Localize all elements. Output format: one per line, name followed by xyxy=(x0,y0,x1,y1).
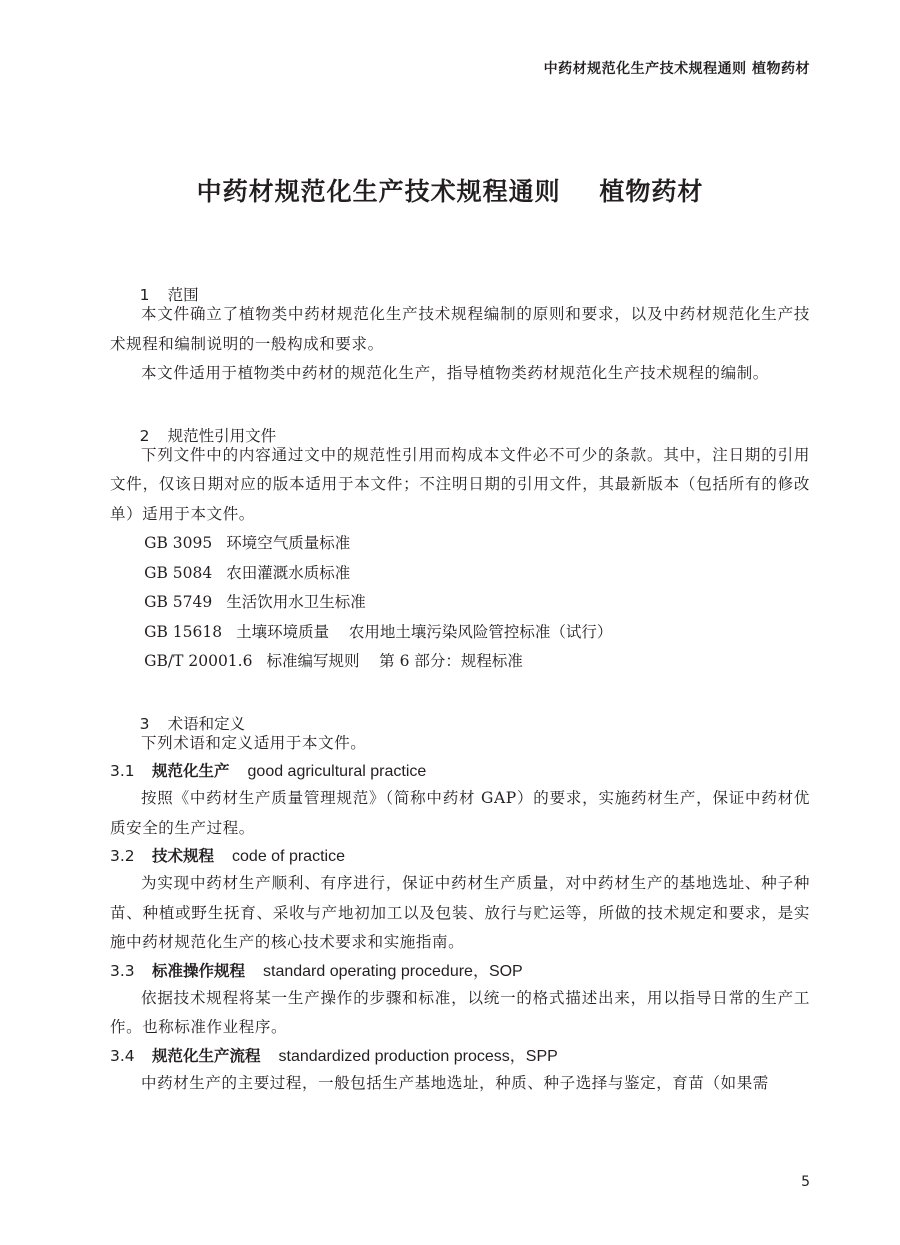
reference-code: GB 3095 xyxy=(144,534,213,552)
reference-code: GB 15618 xyxy=(144,622,223,641)
paragraph: 本文件确立了植物类中药材规范化生产技术规程编制的原则和要求，以及中药材规范化生产技术规程和编制说明的一般构成和要求。 xyxy=(110,305,810,353)
term-zh: 标准操作规程 xyxy=(152,961,246,980)
page-number: 5 xyxy=(801,1174,810,1190)
reference-item xyxy=(110,647,810,677)
section-heading-normative-references xyxy=(110,403,810,445)
running-head: 中药材规范化生产技术规程通则 植物药材 xyxy=(543,61,810,77)
term-heading xyxy=(110,758,810,784)
reference-name: 农田灌溉水质标准 xyxy=(226,563,351,582)
document-title: 中药材规范化生产技术规程通则 植物药材 xyxy=(196,177,704,206)
reference-code: GB 5084 xyxy=(144,563,213,582)
paragraph: 下列文件中的内容通过文中的规范性引用而构成本文件必不可少的条款。其中，注日期的引用文件，仅该日期对应的版本适用于本文件；不注明日期的引用文件，其最新版本（包括所有的修改单）适用于本文件。 xyxy=(110,445,810,523)
term-number: 3.3 xyxy=(110,961,135,980)
section-number: 2 xyxy=(139,426,150,445)
term-zh: 规范化生产 xyxy=(152,762,230,780)
term-zh: 技术规程 xyxy=(152,847,215,865)
section-heading-scope xyxy=(110,262,810,304)
term-definition: 按照《中药材生产质量管理规范》（简称中药材 GAP）的要求，实施药材生产，保证中药材优质安全的生产过程。 xyxy=(110,789,810,837)
term-definition: 为实现中药材生产顺利、有序进行，保证中药材生产质量，对中药材生产的基地选址、种子种苗、种植或野生抚育、采收与产地初加工以及包装、放行与贮运等，所做的技术规定和要求，是实施中药材规范化生产的核心技术要求和实施指南。 xyxy=(110,874,810,951)
term-number: 3.4 xyxy=(110,1046,135,1065)
reference-name: 环境空气质量标准 xyxy=(226,534,351,552)
section-title: 规范性引用文件 xyxy=(167,426,277,445)
reference-code: GB/T 20001.6 xyxy=(144,652,253,670)
reference-item xyxy=(110,529,810,559)
reference-item xyxy=(110,559,810,589)
term-definition: 依据技术规程将某一生产操作的步骤和标准，以统一的格式描述出来，用以指导日常的生产工作。也称标准作业程序。 xyxy=(110,988,810,1036)
term-en: standardized production process，SPP xyxy=(278,1047,558,1065)
term-heading xyxy=(110,958,810,984)
reference-name: 生活饮用水卫生标准 xyxy=(226,593,366,611)
term-en: code of practice xyxy=(232,848,345,865)
term-heading xyxy=(110,843,810,869)
reference-item xyxy=(110,618,810,648)
reference-name: 标准编写规则 第 6 部分：规程标准 xyxy=(266,652,523,670)
section-number: 1 xyxy=(139,286,150,304)
term-en: standard operating procedure，SOP xyxy=(263,962,523,980)
reference-item xyxy=(110,588,810,618)
term-number: 3.1 xyxy=(110,762,135,780)
reference-name: 土壤环境质量 农用地土壤污染风险管控标准（试行） xyxy=(236,622,613,641)
section-heading-terms-and-definitions xyxy=(110,691,810,733)
paragraph: 本文件适用于植物类中药材的规范化生产，指导植物类药材规范化生产技术规程的编制。 xyxy=(141,364,769,382)
reference-code: GB 5749 xyxy=(144,593,213,611)
term-definition: 中药材生产的主要过程，一般包括生产基地选址，种质、种子选择与鉴定，育苗（如果需 xyxy=(141,1073,769,1092)
term-heading xyxy=(110,1043,810,1069)
section-title: 术语和定义 xyxy=(167,714,246,733)
term-en: good agricultural practice xyxy=(247,763,427,780)
section-title: 范围 xyxy=(167,286,199,304)
section-number: 3 xyxy=(139,714,150,733)
term-zh: 规范化生产流程 xyxy=(152,1046,261,1065)
term-number: 3.2 xyxy=(110,847,135,865)
paragraph: 下列术语和定义适用于本文件。 xyxy=(141,733,367,752)
document-body xyxy=(110,262,810,1098)
